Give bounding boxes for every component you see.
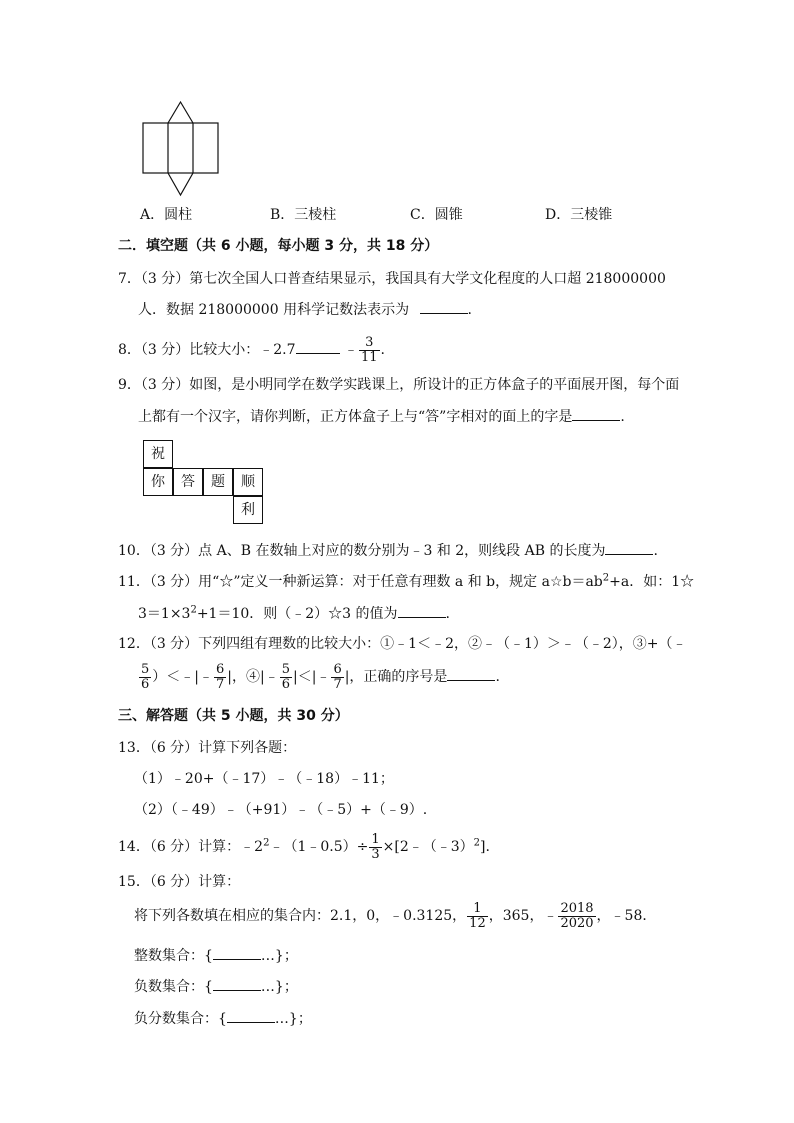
question-11-text: +a．如：1☆ [609, 574, 695, 590]
question-9-text: 上都有一个汉字，请你判断，正方体盒子上与“答”字相对的面上的字是 [138, 409, 573, 425]
option-d: D．三棱锥 [545, 207, 613, 223]
answer-blank[interactable] [213, 945, 261, 960]
question-11-text: 11．（3 分）用“☆”定义一种新运算：对于任意有理数 a 和 b，规定 a☆b＝ab [118, 574, 603, 590]
net-cell-top: 祝 [143, 440, 173, 468]
question-12-text: |，正确的序号是 [344, 669, 448, 685]
answer-blank[interactable] [213, 976, 261, 991]
question-14-text: ×[2﹣（﹣3） [382, 839, 474, 855]
question-15-text: ，365，﹣ [488, 908, 558, 924]
set-negatives [134, 976, 298, 997]
set-negative-fractions [134, 1008, 312, 1029]
option-a: A．圆柱 [140, 207, 193, 223]
fraction: $\frac{6}{7}$ [333, 661, 342, 692]
question-13-part-1: （1）﹣20+（﹣17）﹣（﹣18）﹣11； [134, 771, 394, 787]
question-7-text: 人．数据 218000000 用科学记数法表示为 [138, 302, 410, 318]
answer-blank[interactable] [605, 540, 653, 555]
question-14-text: ﹣（1﹣0.5）÷ [269, 839, 369, 855]
set-integers [134, 945, 298, 966]
question-14-text: 14．（6 分）计算：﹣2 [118, 839, 264, 855]
question-7-line-2: 人．数据 218000000 用科学记数法表示为 . [138, 299, 472, 320]
superscript: 2 [190, 604, 197, 616]
question-12-text: |＜|﹣ [293, 669, 331, 685]
fraction: $\frac{5}{6}$ [141, 661, 150, 692]
question-12-text: ）＜﹣|﹣ [152, 669, 213, 685]
question-15-text: ，﹣58． [596, 908, 657, 924]
question-9-line-1: 9．（3 分）如图，是小明同学在数学实践课上，所设计的正方体盒子的平面展开图，每个面 [118, 377, 680, 393]
set-label: 整数集合：{ [134, 948, 213, 964]
question-7-line-1: 7．（3 分）第七次全国人口普查结果显示，我国具有大学文化程度的人口超 218000000 [118, 271, 666, 287]
question-15-text: 将下列各数填在相应的集合内：2.1，0，﹣0.3125， [134, 908, 467, 924]
question-12-line-1: 12．（3 分）下列四组有理数的比较大小：①﹣1＜﹣2，②﹣（﹣1）＞﹣（﹣2），③+（﹣ [118, 636, 687, 652]
question-10-text: 10．（3 分）点 A、B 在数轴上对应的数分别为﹣3 和 2，则线段 AB 的长度为 [118, 543, 606, 559]
question-8: 8．（3 分）比较大小：﹣2.7 ﹣ $\frac{3}{11}$ . [118, 334, 385, 365]
set-close: …}； [274, 1011, 312, 1027]
question-9-line-2: 上都有一个汉字，请你判断，正方体盒子上与“答”字相对的面上的字是 . [138, 406, 625, 427]
net-cell: 题 [203, 468, 233, 496]
question-11-line-1 [118, 572, 694, 592]
question-15-numbers [134, 898, 656, 934]
question-11-text: 3＝1×3 [138, 606, 191, 622]
question-12-text: |，④|﹣ [227, 669, 279, 685]
net-cell-bottom: 利 [233, 496, 263, 524]
answer-blank[interactable] [227, 1008, 275, 1023]
net-cell: 你 [143, 468, 173, 496]
net-cell: 答 [173, 468, 203, 496]
question-15: 15．（6 分）计算： [118, 874, 241, 890]
fraction: $\frac{5}{6}$ [281, 661, 290, 692]
option-c: C．圆锥 [410, 207, 463, 223]
option-b: B．三棱柱 [270, 207, 337, 223]
set-close: …}； [260, 979, 298, 995]
question-14 [118, 830, 490, 864]
answer-blank[interactable] [398, 603, 446, 618]
question-11-text: +1＝10．则（﹣2）☆3 的值为 [196, 606, 398, 622]
superscript: 2 [263, 837, 270, 849]
question-14-text: ]. [480, 839, 490, 855]
fraction: $\frac{2018}{2020}$ [560, 900, 594, 931]
fraction: $\frac{1}{12}$ [469, 900, 486, 931]
fraction: $\frac{3}{11}$ [360, 334, 378, 365]
question-10: 10．（3 分）点 A、B 在数轴上对应的数分别为﹣3 和 2，则线段 AB 的长度为 . [118, 540, 658, 561]
cube-net-figure [143, 440, 273, 530]
section-heading-solve: 三、解答题（共 5 小题，共 30 分） [118, 708, 349, 724]
fraction: $\frac{6}{7}$ [216, 661, 225, 692]
set-label: 负数集合：{ [134, 979, 213, 995]
net-cell: 顺 [233, 468, 263, 496]
minus-sign: ﹣ [343, 342, 358, 358]
set-close: …}； [260, 948, 298, 964]
question-8-text: 8．（3 分）比较大小：﹣2.7 [118, 342, 296, 358]
question-12-line-2: $\frac{5}{6}$ ）＜﹣|﹣ $\frac{6}{7}$ |，④|﹣ $\frac{5}{6}$ |＜|﹣ $\frac{6}{7}$ |，正确的序号是 . [141, 661, 500, 692]
answer-blank[interactable] [420, 299, 468, 314]
answer-blank[interactable] [572, 406, 620, 421]
section-heading-fill-blank: 二．填空题（共 6 小题，每小题 3 分，共 18 分） [118, 238, 439, 254]
answer-blank[interactable] [296, 339, 340, 354]
prism-net-figure [140, 100, 222, 198]
question-13: 13．（6 分）计算下列各题： [118, 740, 297, 756]
superscript: 2 [473, 837, 481, 849]
fraction: $\frac{1}{3}$ [371, 831, 380, 862]
question-11-line-2: $3=1\times 3^2+1=10$．则（﹣2）☆3 的值为 . [138, 604, 450, 622]
answer-blank[interactable] [447, 666, 495, 681]
superscript: 2 [602, 572, 610, 584]
question-13-part-2: （2）（﹣49）﹣（+91）﹣（﹣5）+（﹣9）. [134, 802, 428, 818]
set-label: 负分数集合：{ [134, 1011, 227, 1027]
